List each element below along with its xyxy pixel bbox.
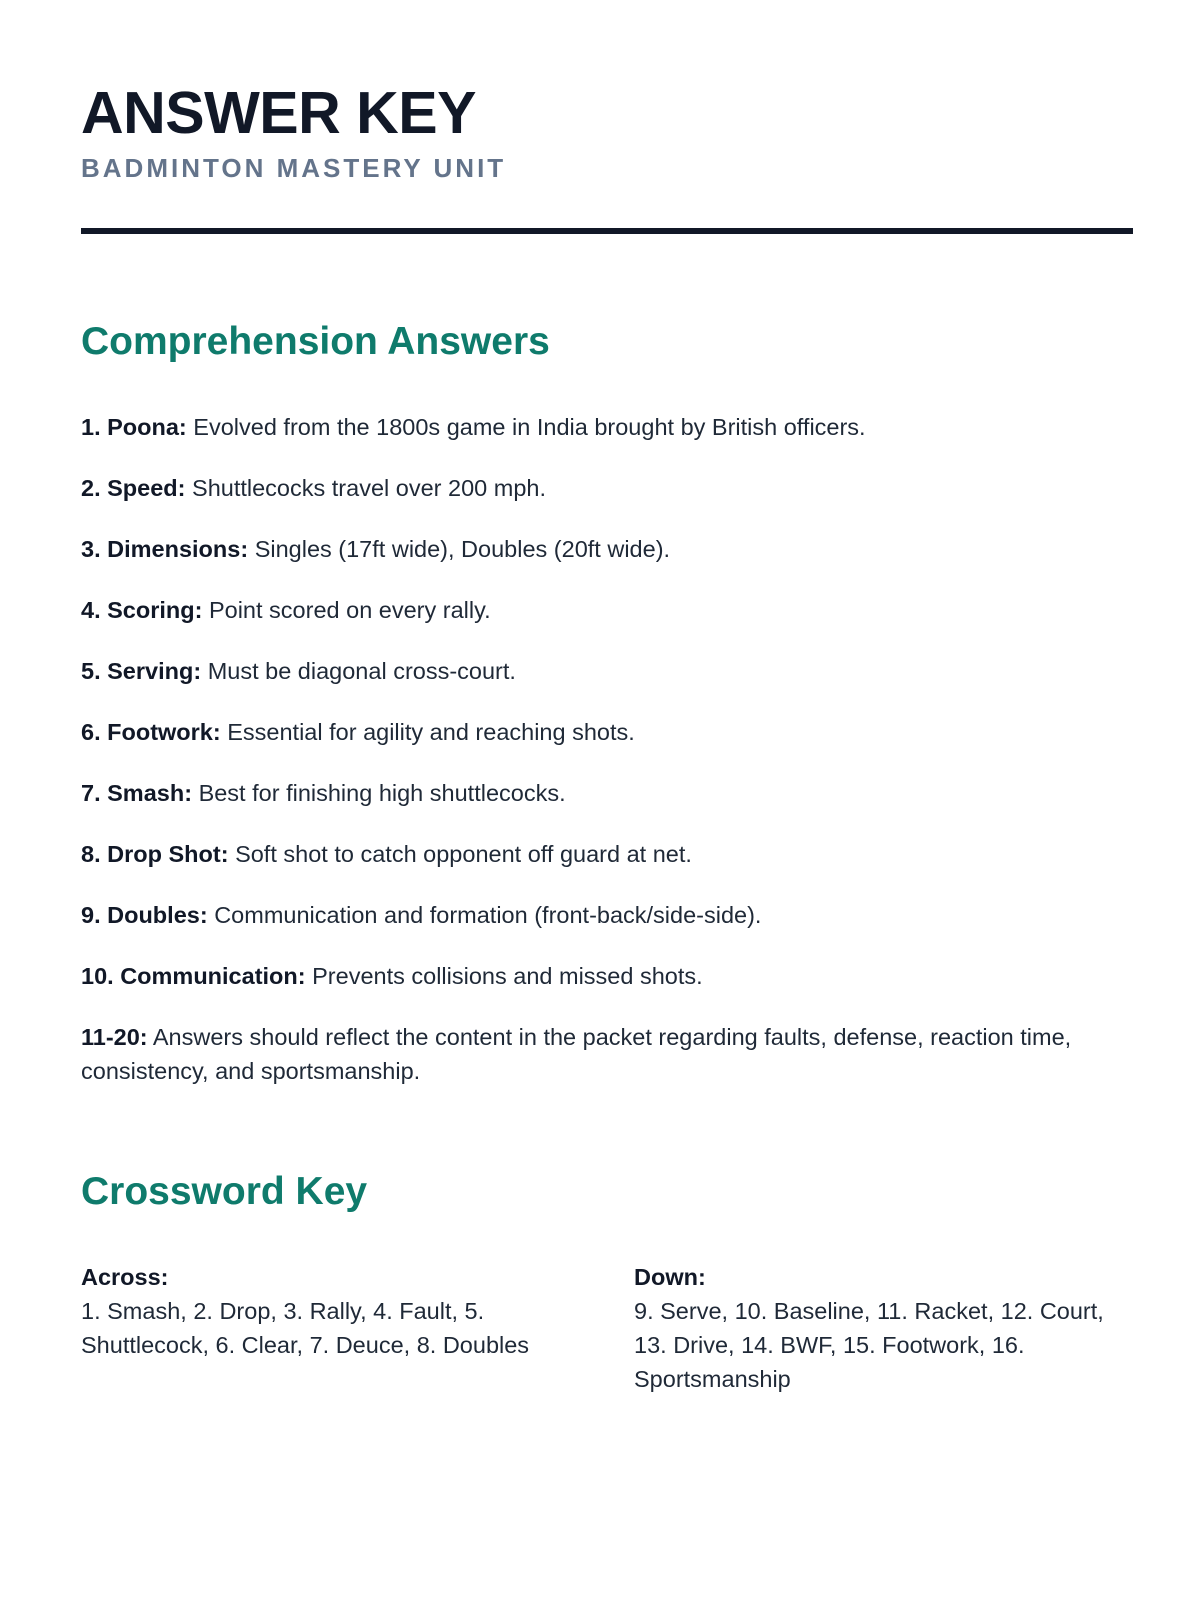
crossword-heading: Crossword Key — [81, 1170, 368, 1213]
answer-label: 7. Smash: — [81, 780, 193, 806]
answer-label: 5. Serving: — [81, 658, 202, 684]
answer-item — [81, 837, 1133, 871]
crossword-across — [81, 1260, 561, 1362]
answer-label: 10. Communication: — [81, 963, 306, 989]
answer-label: 6. Footwork: — [81, 719, 221, 745]
answer-label: 11-20: — [81, 1024, 148, 1050]
down-answers: 9. Serve, 10. Baseline, 11. Racket, 12. Court, 13. Drive, 14. BWF, 15. Footwork, 16. Sportsmanship — [634, 1298, 1104, 1392]
answer-label: 2. Speed: — [81, 475, 186, 501]
answer-label: 1. Poona: — [81, 414, 187, 440]
answer-label: 9. Doubles: — [81, 902, 208, 928]
answer-text: Essential for agility and reaching shots. — [227, 719, 635, 745]
answer-text: Shuttlecocks travel over 200 mph. — [192, 475, 546, 501]
answer-text: Soft shot to catch opponent off guard at net. — [235, 841, 692, 867]
page-subtitle: BADMINTON MASTERY UNIT — [81, 153, 507, 183]
answer-label: 8. Drop Shot: — [81, 841, 229, 867]
answer-item — [81, 1020, 1133, 1088]
comprehension-answer-list — [81, 410, 1133, 1115]
answer-text: Singles (17ft wide), Doubles (20ft wide). — [254, 536, 671, 562]
answer-label: 3. Dimensions: — [81, 536, 249, 562]
crossword-down — [634, 1260, 1114, 1396]
answer-text: Must be diagonal cross-court. — [207, 658, 516, 684]
answer-text: Best for finishing high shuttlecocks. — [198, 780, 566, 806]
across-answers: 1. Smash, 2. Drop, 3. Rally, 4. Fault, 5. Shuttlecock, 6. Clear, 7. Deuce, 8. Doubles — [81, 1298, 530, 1358]
answer-text: Answers should reflect the content in the packet regarding faults, defense, reaction time, consistency, and sportsmanship. — [81, 1024, 1072, 1084]
page-title: ANSWER KEY — [81, 80, 476, 146]
answer-item — [81, 898, 1133, 932]
answer-item — [81, 654, 1133, 688]
answer-item — [81, 532, 1133, 566]
answer-item — [81, 410, 1133, 444]
answer-item — [81, 471, 1133, 505]
answer-text: Evolved from the 1800s game in India brought by British officers. — [193, 414, 866, 440]
answer-item — [81, 593, 1133, 627]
answer-item — [81, 776, 1133, 810]
across-label: Across: — [81, 1264, 169, 1290]
down-label: Down: — [634, 1264, 706, 1290]
answer-item — [81, 715, 1133, 749]
answer-text: Communication and formation (front-back/side-side). — [214, 902, 762, 928]
answer-label: 4. Scoring: — [81, 597, 203, 623]
comprehension-heading: Comprehension Answers — [81, 320, 550, 363]
header-divider — [81, 228, 1133, 234]
answer-text: Prevents collisions and missed shots. — [312, 963, 703, 989]
answer-item — [81, 959, 1133, 993]
answer-text: Point scored on every rally. — [208, 597, 491, 623]
